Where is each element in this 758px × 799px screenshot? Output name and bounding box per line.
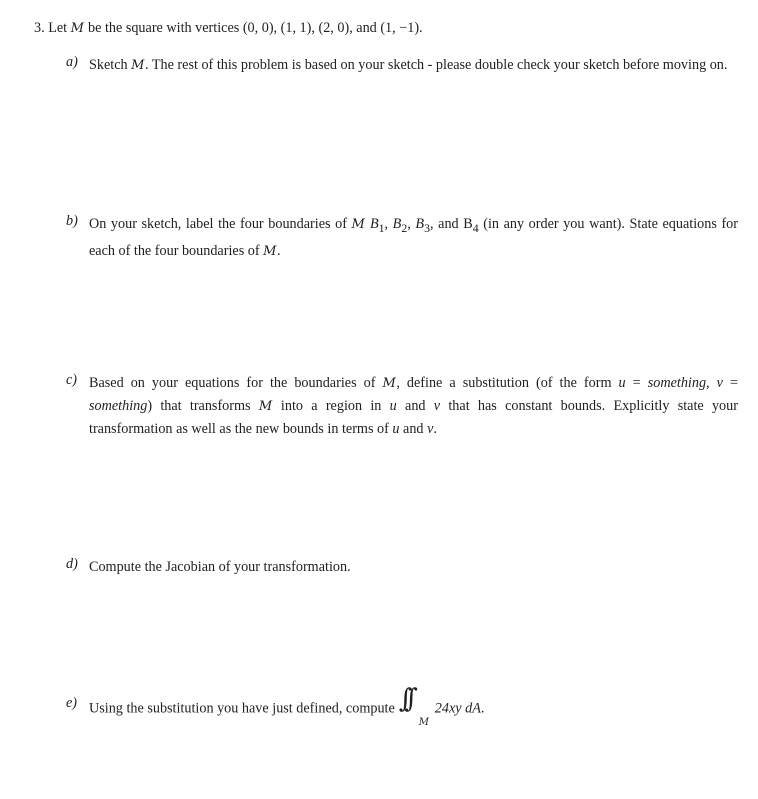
var-v: v	[433, 398, 441, 414]
part-b-text-3: , B	[384, 216, 402, 232]
integral-symbol: ∫∫	[398, 684, 410, 714]
part-c-text-1: Based on your equations for the boundaries of	[89, 375, 383, 391]
part-e	[66, 684, 738, 728]
part-b-text-7: .	[276, 242, 281, 259]
part-d-label: d)	[66, 556, 78, 572]
part-a-text-2: . The rest of this problem is based on your sketch - please double check your sketch before moving on.	[144, 57, 728, 73]
something-1: something,	[647, 375, 710, 391]
part-c-text-4: into a region in	[272, 398, 390, 414]
part-e-label: e)	[66, 695, 78, 711]
problem-statement	[34, 20, 423, 37]
part-a	[66, 54, 738, 77]
var-u: u	[618, 375, 626, 391]
part-b-text-5: , and B	[430, 216, 473, 232]
set-symbol: M	[382, 376, 397, 391]
integrand: 24xy dA	[434, 700, 481, 717]
part-c-text-3: ) that transforms	[147, 398, 259, 414]
var-u: u	[389, 398, 397, 414]
set-symbol: M	[351, 217, 366, 232]
problem-number: 3.	[34, 20, 45, 36]
part-a-text-1: Sketch	[89, 57, 132, 73]
part-c-label: c)	[66, 372, 78, 388]
part-c-text-8: .	[433, 421, 437, 437]
part-e-text	[89, 684, 738, 728]
part-c-text-5: and	[396, 398, 434, 414]
set-symbol: M	[131, 58, 145, 73]
part-c	[66, 372, 738, 441]
something-2: something	[89, 398, 148, 414]
problem-intro-prefix: Let	[48, 20, 71, 36]
subscript: 3	[424, 220, 430, 235]
part-c-text-2: , define a substitution (of the form	[396, 375, 619, 391]
set-symbol: M	[70, 21, 85, 36]
set-symbol: M	[263, 243, 277, 259]
double-integral	[398, 684, 433, 728]
part-c-text-7: and	[399, 421, 428, 437]
part-d	[66, 556, 738, 579]
part-c-text-6: that has constant bounds. Explicitly state your transformation as well as the new bounds in terms of	[89, 398, 738, 437]
part-b-text-6: (in any order you want). State equations for each of the four boundaries of	[89, 216, 738, 259]
part-a-text	[89, 54, 738, 77]
part-c-text	[89, 372, 738, 441]
part-b-text	[89, 213, 738, 263]
part-b-text-4: , B	[407, 216, 425, 232]
part-b-text-2: B	[365, 216, 379, 232]
part-a-label: a)	[66, 54, 78, 70]
equals: =	[625, 375, 648, 391]
part-b-text-1: On your sketch, label the four boundaries of	[89, 216, 352, 232]
var-v: v	[716, 375, 723, 391]
var-v: v	[427, 421, 434, 437]
subscript: 2	[401, 220, 408, 235]
part-e-text-1: Using the substitution you have just defined, compute	[89, 700, 395, 717]
var-u: u	[392, 421, 400, 437]
set-symbol: M	[258, 399, 273, 414]
subscript: 4	[472, 220, 479, 235]
integral-region: M	[418, 717, 430, 728]
problem-intro-suffix: be the square with vertices (0, 0), (1, 1), (2, 0), and (1, −1).	[84, 20, 423, 36]
part-e-text-2: .	[480, 700, 485, 717]
part-b-label: b)	[66, 213, 78, 229]
part-d-text: Compute the Jacobian of your transformation.	[89, 559, 351, 575]
subscript: 1	[378, 220, 385, 235]
equals: =	[722, 375, 738, 391]
part-b	[66, 213, 738, 263]
